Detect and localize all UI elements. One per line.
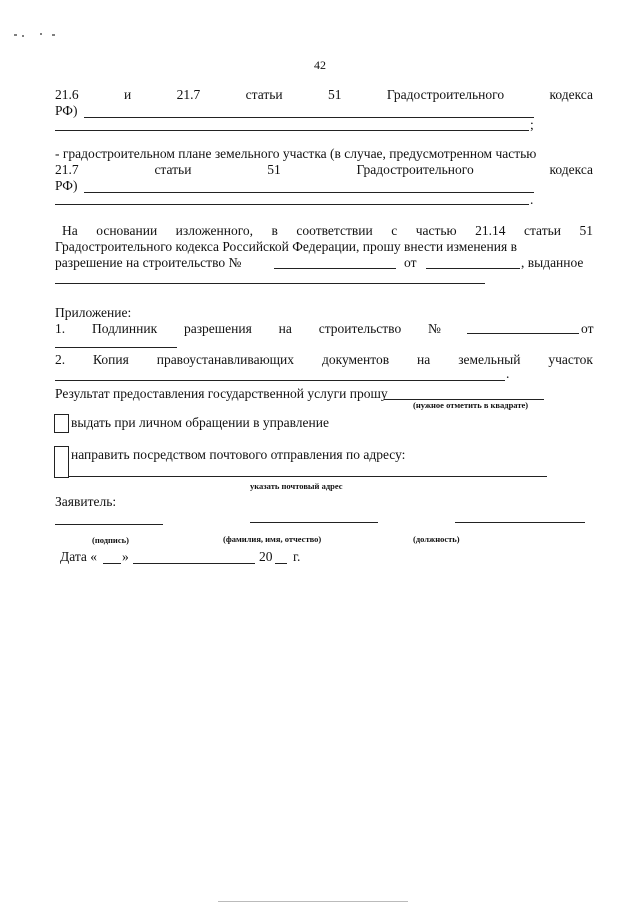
a1-w5: № (428, 321, 441, 336)
p3-w9: 51 (579, 223, 593, 238)
permit-number-line[interactable] (274, 268, 396, 269)
p3-w4: соответствии (296, 223, 373, 238)
date-mid: » (122, 549, 129, 564)
permit-date-line[interactable] (426, 268, 520, 269)
applicant-label: Заявитель: (55, 494, 117, 509)
date-month-line[interactable] (133, 563, 255, 564)
paragraph1-row1 (55, 87, 593, 103)
p3-w5: с (391, 223, 398, 238)
a2-w1: Копия (93, 352, 129, 367)
attachment-item1 (55, 321, 441, 337)
page-number: 42 (314, 58, 326, 72)
paragraph3-row1 (62, 223, 593, 239)
result-label: Результат предоставления государственной услуги прошу (55, 386, 388, 401)
blank-line[interactable] (467, 333, 579, 334)
blank-line[interactable] (55, 204, 529, 205)
a2-w6: участок (548, 352, 593, 367)
attachment-item2 (55, 352, 593, 368)
p2-w0: 21.7 (55, 162, 79, 177)
address-line[interactable] (69, 476, 547, 477)
p1-w4: 51 (328, 87, 342, 102)
p3-w3: в (271, 223, 278, 238)
a2-w2: правоустанавливающих (156, 352, 295, 367)
checkbox-by-mail[interactable] (54, 446, 69, 478)
a2-w0: 2. (55, 352, 66, 367)
scan-artifact-dot (40, 33, 42, 35)
attachment-item1-end: от (581, 321, 594, 336)
p3-w8: статьи (524, 223, 561, 238)
paragraph1-row2-prefix: РФ) (55, 103, 78, 118)
date-label: Дата « (60, 549, 98, 564)
a1-w4: строительство (318, 321, 402, 336)
a2-w3: документов (321, 352, 390, 367)
blank-line[interactable] (55, 380, 505, 381)
p3-w6: частью (415, 223, 457, 238)
paragraph3-row3-c: , выданное (521, 255, 584, 270)
result-hint: (нужное отметить в квадрате) (413, 400, 529, 410)
p1-w2: 21.7 (176, 87, 201, 102)
p1-w3: статьи (245, 87, 283, 102)
a1-w1: Подлинник (91, 321, 158, 336)
date-day-line[interactable] (103, 563, 121, 564)
a1-w3: на (278, 321, 292, 336)
paragraph2-row3-prefix: РФ) (55, 178, 78, 193)
a2-w4: на (417, 352, 431, 367)
p3-w7: 21.14 (475, 223, 506, 238)
p3-w0: На (62, 223, 78, 238)
p3-w1: основании (96, 223, 158, 238)
p2-w2: 51 (267, 162, 281, 177)
position-line[interactable] (455, 522, 585, 523)
paragraph2-row1: - градостроительном плане земельного участка (в случае, предусмотренном частью (55, 146, 537, 161)
p3-w2: изложенного, (175, 223, 254, 238)
a1-w0: 1. (55, 321, 66, 336)
checkbox-in-person[interactable] (54, 414, 69, 433)
blank-line[interactable] (55, 283, 485, 284)
scan-artifact-dot (22, 35, 24, 37)
option-in-person: выдать при личном обращении в управление (71, 415, 329, 430)
paragraph3-row3-b: от (404, 255, 417, 270)
a2-w5: земельный (458, 352, 521, 367)
p2-w4: кодекса (549, 162, 593, 177)
date-year-line[interactable] (275, 563, 287, 564)
scan-artifact-dot (52, 34, 55, 36)
scan-artifact-dot (14, 34, 17, 36)
attachment-item2-end: . (506, 366, 510, 381)
paragraph3-row2: Градостроительного кодекса Российской Федерации, прошу внести изменения в (55, 239, 517, 254)
paragraph1-row3-suffix: ; (530, 117, 534, 132)
paragraph3-row3-a: разрешение на строительство № (55, 255, 242, 270)
paragraph2-row4-suffix: . (530, 192, 534, 207)
position-hint: (должность) (413, 534, 460, 544)
p1-w0: 21.6 (55, 87, 79, 102)
a1-w2: разрешения (183, 321, 252, 336)
full-name-hint: (фамилия, имя, отчество) (223, 534, 322, 544)
attachment-title: Приложение: (55, 305, 132, 320)
blank-line[interactable] (55, 347, 177, 348)
p1-w6: кодекса (549, 87, 593, 102)
p1-w1: и (124, 87, 132, 102)
blank-line[interactable] (84, 117, 534, 118)
option-by-mail: направить посредством почтового отправления по адресу: (71, 447, 406, 462)
signature-line[interactable] (55, 524, 163, 525)
scan-bottom-mark (218, 901, 408, 902)
blank-line[interactable] (55, 130, 529, 131)
paragraph2-row2 (55, 162, 593, 178)
full-name-line[interactable] (250, 522, 378, 523)
signature-hint: (подпись) (92, 535, 129, 545)
blank-line[interactable] (84, 192, 534, 193)
p2-w3: Градостроительного (356, 162, 474, 177)
date-end: г. (293, 549, 301, 564)
date-year: 20 (259, 549, 273, 564)
p2-w1: статьи (154, 162, 192, 177)
address-hint: указать почтовый адрес (250, 481, 343, 491)
p1-w5: Градостроительного (386, 87, 505, 102)
